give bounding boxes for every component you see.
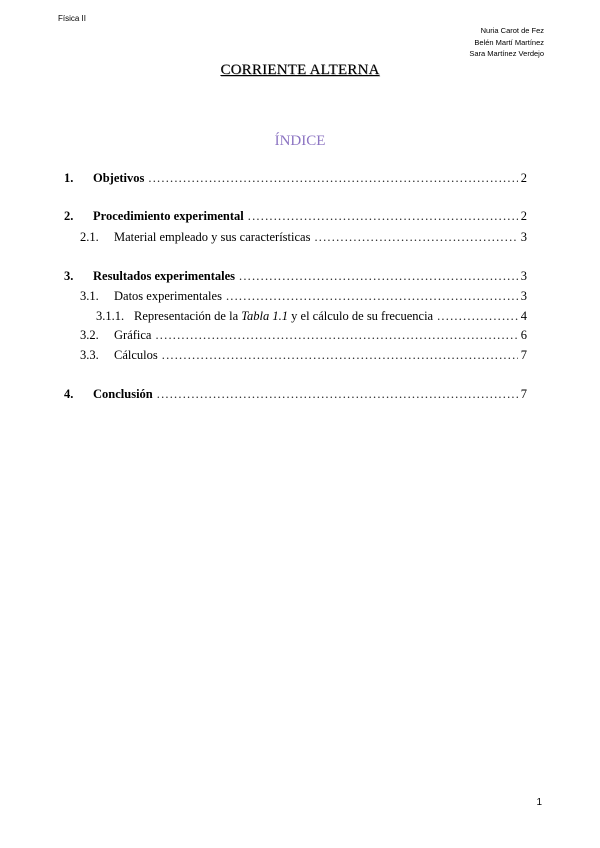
toc-leader xyxy=(157,387,518,402)
toc-entry-calculos[interactable] xyxy=(80,348,527,363)
toc-page: 6 xyxy=(520,328,527,342)
toc-label: Material empleado y sus características xyxy=(114,230,311,244)
toc-entry-grafica[interactable] xyxy=(80,328,527,343)
toc-label-italic: Tabla 1.1 xyxy=(241,309,289,323)
toc-page: 3 xyxy=(520,269,527,283)
header-authors xyxy=(469,25,544,60)
author-name: Nuria Carot de Fez xyxy=(480,26,544,35)
toc-page: 3 xyxy=(520,289,527,303)
toc-number: 3. xyxy=(64,269,74,283)
toc-page: 7 xyxy=(520,348,527,362)
toc-leader xyxy=(248,209,518,224)
index-heading: ÍNDICE xyxy=(274,133,326,149)
toc-label-part: y el cálculo de su frecuencia xyxy=(288,309,434,323)
document-title: CORRIENTE ALTERNA xyxy=(220,62,380,78)
toc-page: 3 xyxy=(520,230,527,244)
header-course: Física II xyxy=(58,14,87,23)
toc-label: Cálculos xyxy=(114,348,158,362)
toc-number: 2.1. xyxy=(80,230,99,244)
toc-number: 3.2. xyxy=(80,328,99,342)
toc-page: 2 xyxy=(520,209,527,223)
toc-page: 7 xyxy=(520,387,527,401)
toc-entry-datos[interactable] xyxy=(80,289,527,304)
toc-number: 1. xyxy=(64,171,74,185)
toc-number: 3.3. xyxy=(80,348,99,362)
toc-leader xyxy=(148,171,517,186)
toc-entry-objetivos[interactable] xyxy=(64,171,527,186)
toc-label: Resultados experimentales xyxy=(93,269,235,283)
toc-label: Datos experimentales xyxy=(114,289,222,303)
toc-leader xyxy=(155,328,517,343)
toc-number: 3.1. xyxy=(80,289,99,303)
toc-label: Conclusión xyxy=(93,387,153,401)
toc-label: Objetivos xyxy=(93,171,145,185)
toc-number: 4. xyxy=(64,387,74,401)
toc-number: 3.1.1. xyxy=(96,309,125,323)
toc-label: Gráfica xyxy=(114,328,152,342)
toc-page: 2 xyxy=(520,171,527,185)
toc-entry-material[interactable] xyxy=(80,230,527,245)
toc-leader xyxy=(162,348,518,363)
toc-leader xyxy=(226,289,518,304)
author-name: Sara Martínez Verdejo xyxy=(469,49,544,58)
toc-label-part: Representación de la xyxy=(134,309,242,323)
toc-page: 4 xyxy=(520,309,527,323)
toc-leader xyxy=(437,309,518,324)
toc-label xyxy=(134,309,433,324)
author-name: Belén Martí Martínez xyxy=(474,37,544,47)
toc-leader xyxy=(239,269,518,284)
toc-leader xyxy=(314,230,517,245)
toc-label: Procedimiento experimental xyxy=(93,209,244,223)
toc-entry-conclusion[interactable] xyxy=(64,387,527,402)
toc-entry-representacion[interactable] xyxy=(96,309,527,324)
toc-entry-procedimiento[interactable] xyxy=(64,209,527,224)
toc-number: 2. xyxy=(64,209,74,223)
toc-entry-resultados[interactable] xyxy=(64,269,527,284)
page-number: 1 xyxy=(536,797,542,808)
